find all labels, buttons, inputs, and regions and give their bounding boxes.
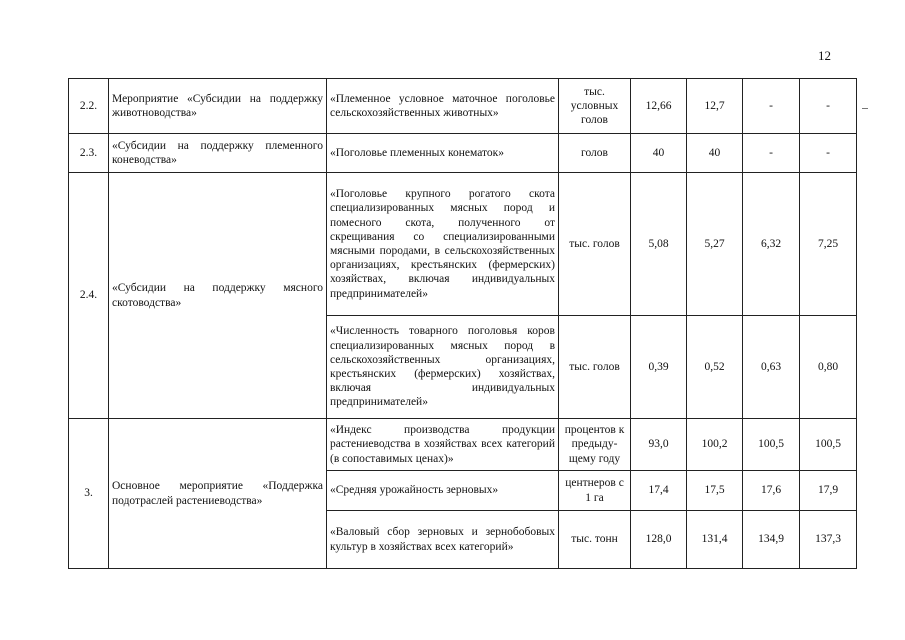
value-cell: 17,9 [800,471,857,511]
row-number: 3. [69,419,109,569]
value-cell: 12,66 [631,79,687,134]
row-number: 2.2. [69,79,109,134]
indicators-table [68,78,857,569]
value-cell: 93,0 [631,419,687,471]
measure-cell: «Субсидии на поддержку мясного скотоводства» [109,173,327,419]
indicator-cell: «Валовый сбор зерновых и зернобобовых культур в хозяйствах всех категорий» [327,511,559,569]
value-cell: - [743,134,800,173]
unit-cell: тыс. голов [559,173,631,316]
unit-cell: голов [559,134,631,173]
indicator-cell: «Численность товарного поголовья коров специализированных мясных пород в сельскохозяйственных организациях, крестьянских (фермерских) хозяйствах, включая индивидуальных предпринимателей» [327,316,559,419]
measure-cell: «Субсидии на поддержку племенного коневодства» [109,134,327,173]
value-cell: 17,6 [743,471,800,511]
row-number: 2.4. [69,173,109,419]
value-cell: 17,5 [687,471,743,511]
value-cell: 137,3 [800,511,857,569]
value-cell: 0,63 [743,316,800,419]
value-cell: 12,7 [687,79,743,134]
value-cell: 134,9 [743,511,800,569]
value-cell: 5,08 [631,173,687,316]
table-row [69,173,857,316]
value-cell: 128,0 [631,511,687,569]
value-cell: - [800,134,857,173]
margin-mark [862,108,868,109]
value-cell: 5,27 [687,173,743,316]
value-cell: 0,80 [800,316,857,419]
value-cell: 40 [687,134,743,173]
indicator-cell: «Племенное условное маточное поголовье сельскохозяйственных животных» [327,79,559,134]
page-number: 12 [818,48,831,63]
value-cell: 7,25 [800,173,857,316]
value-cell: - [743,79,800,134]
value-cell: 6,32 [743,173,800,316]
value-cell: 131,4 [687,511,743,569]
value-cell: 17,4 [631,471,687,511]
unit-cell: центнеров с 1 га [559,471,631,511]
unit-cell: тыс. голов [559,316,631,419]
unit-cell: тыс. тонн [559,511,631,569]
indicator-cell: «Средняя урожайность зерновых» [327,471,559,511]
value-cell: 0,39 [631,316,687,419]
value-cell: - [800,79,857,134]
table-row [69,419,857,471]
value-cell: 100,5 [800,419,857,471]
unit-cell: тыс. условных голов [559,79,631,134]
row-number: 2.3. [69,134,109,173]
value-cell: 100,5 [743,419,800,471]
table-row [69,134,857,173]
value-cell: 100,2 [687,419,743,471]
value-cell: 40 [631,134,687,173]
value-cell: 0,52 [687,316,743,419]
measure-cell: Основное мероприятие «Поддержка подотраслей растениеводства» [109,419,327,569]
indicator-cell: «Поголовье крупного рогатого скота специализированных мясных пород и помесного скота, полученного от скрещивания со специализированными мясными породами, в сельскохозяйственных организациях, крестьянских (фермерских) хозяйствах, включая индивидуальных предпринимателей» [327,173,559,316]
indicator-cell: «Индекс производства продукции растениеводства в хозяйствах всех категорий (в сопоставимых ценах)» [327,419,559,471]
table-row [69,79,857,134]
measure-cell: Мероприятие «Субсидии на поддержку животноводства» [109,79,327,134]
indicator-cell: «Поголовье племенных конематок» [327,134,559,173]
unit-cell: процентов к предыду-щему году [559,419,631,471]
